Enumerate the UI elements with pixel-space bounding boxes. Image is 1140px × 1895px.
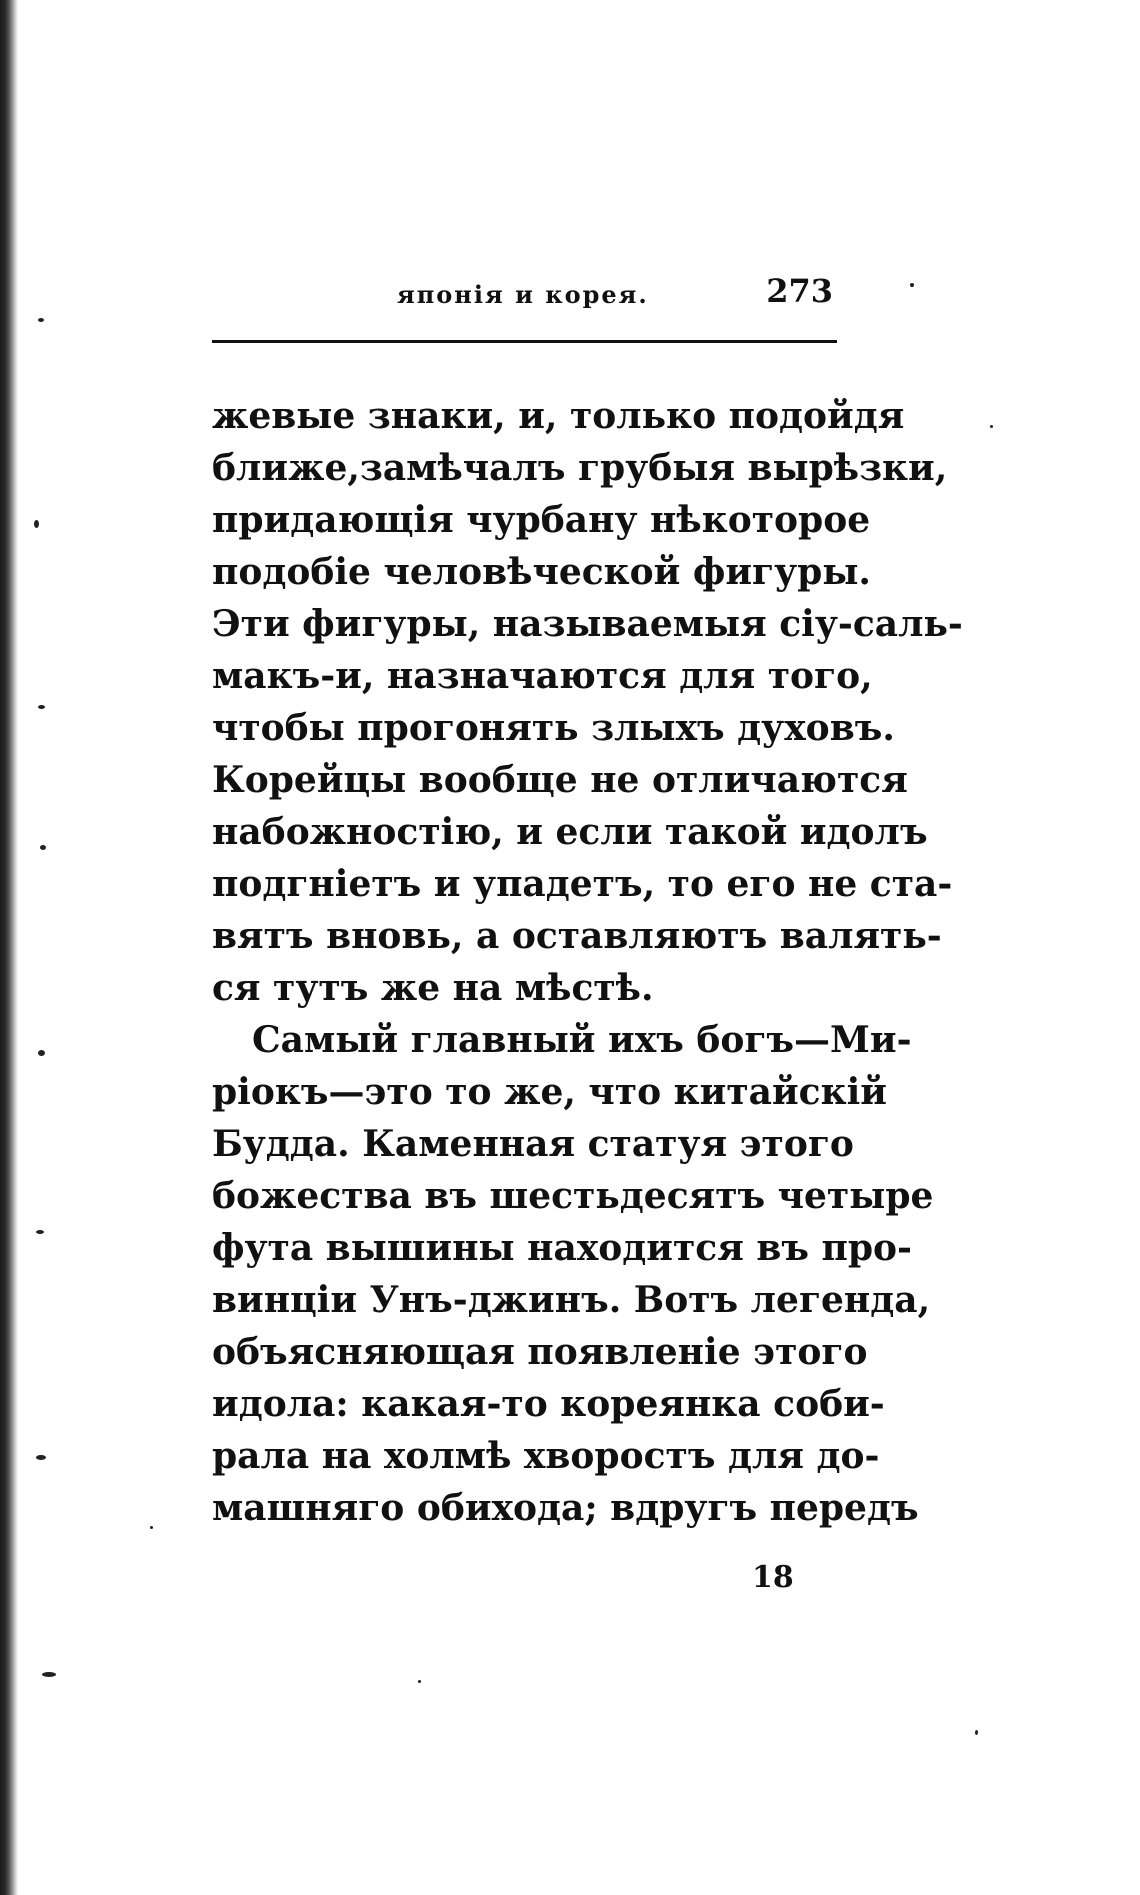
paragraph xyxy=(212,390,963,1014)
text-line: набожностію, и если такой идолъ xyxy=(212,811,928,853)
text-line: Будда. Каменная статуя этого xyxy=(212,1123,854,1165)
scan-speck xyxy=(910,283,914,287)
scan-speck xyxy=(42,1672,56,1677)
scan-speck xyxy=(150,1526,153,1529)
body-text xyxy=(212,390,963,1534)
text-line: винціи Унъ-джинъ. Вотъ легенда, xyxy=(212,1279,931,1321)
text-line: ріокъ—это то же, что китайскій xyxy=(212,1071,887,1113)
text-line: Корейцы вообще не отличаются xyxy=(212,759,908,801)
scan-speck xyxy=(36,1230,44,1234)
text-line: машняго обихода; вдругъ передъ xyxy=(212,1487,919,1529)
running-head: японія и корея. xyxy=(397,280,649,309)
text-line: идола: какая-то кореянка соби- xyxy=(212,1383,885,1425)
text-line: жевые знаки, и, только подойдя xyxy=(212,395,905,437)
text-line: Эти фигуры, называемыя сіу-саль- xyxy=(212,603,963,645)
scan-speck xyxy=(990,425,993,428)
scan-speck xyxy=(38,318,44,322)
header-rule xyxy=(212,340,837,343)
text-line: фута вышины находится въ про- xyxy=(212,1227,912,1269)
scan-speck xyxy=(40,845,46,850)
text-line: рала на холмѣ хворостъ для до- xyxy=(212,1435,880,1477)
page-number: 273 xyxy=(766,272,833,310)
scan-speck xyxy=(38,1050,45,1056)
text-line: подобіе человѣческой фигуры. xyxy=(212,551,871,593)
scan-speck xyxy=(975,1730,978,1735)
scan-speck xyxy=(418,1680,421,1683)
text-line: чтобы прогонять злыхъ духовъ. xyxy=(212,707,895,749)
text-line: подгніетъ и упадетъ, то его не ста- xyxy=(212,863,953,905)
signature-mark: 18 xyxy=(752,1560,794,1595)
scan-speck xyxy=(34,520,39,528)
paragraph xyxy=(212,1014,934,1534)
scan-speck xyxy=(36,1455,46,1460)
scan-speck xyxy=(38,705,45,709)
text-line: ся тутъ же на мѣстѣ. xyxy=(212,967,654,1009)
text-line: объясняющая появленіе этого xyxy=(212,1331,868,1373)
text-line: Самый главный ихъ богъ—Ми- xyxy=(252,1019,912,1061)
page-header xyxy=(212,268,837,318)
text-line: макъ-и, назначаются для того, xyxy=(212,655,873,697)
text-line: придающія чурбану нѣкоторое xyxy=(212,499,871,541)
text-line: ближе,замѣчалъ грубыя вырѣзки, xyxy=(212,447,948,489)
binding-edge xyxy=(0,0,18,1895)
text-line: вятъ вновь, а оставляютъ валять- xyxy=(212,915,942,957)
text-line: божества въ шестьдесятъ четыре xyxy=(212,1175,934,1217)
